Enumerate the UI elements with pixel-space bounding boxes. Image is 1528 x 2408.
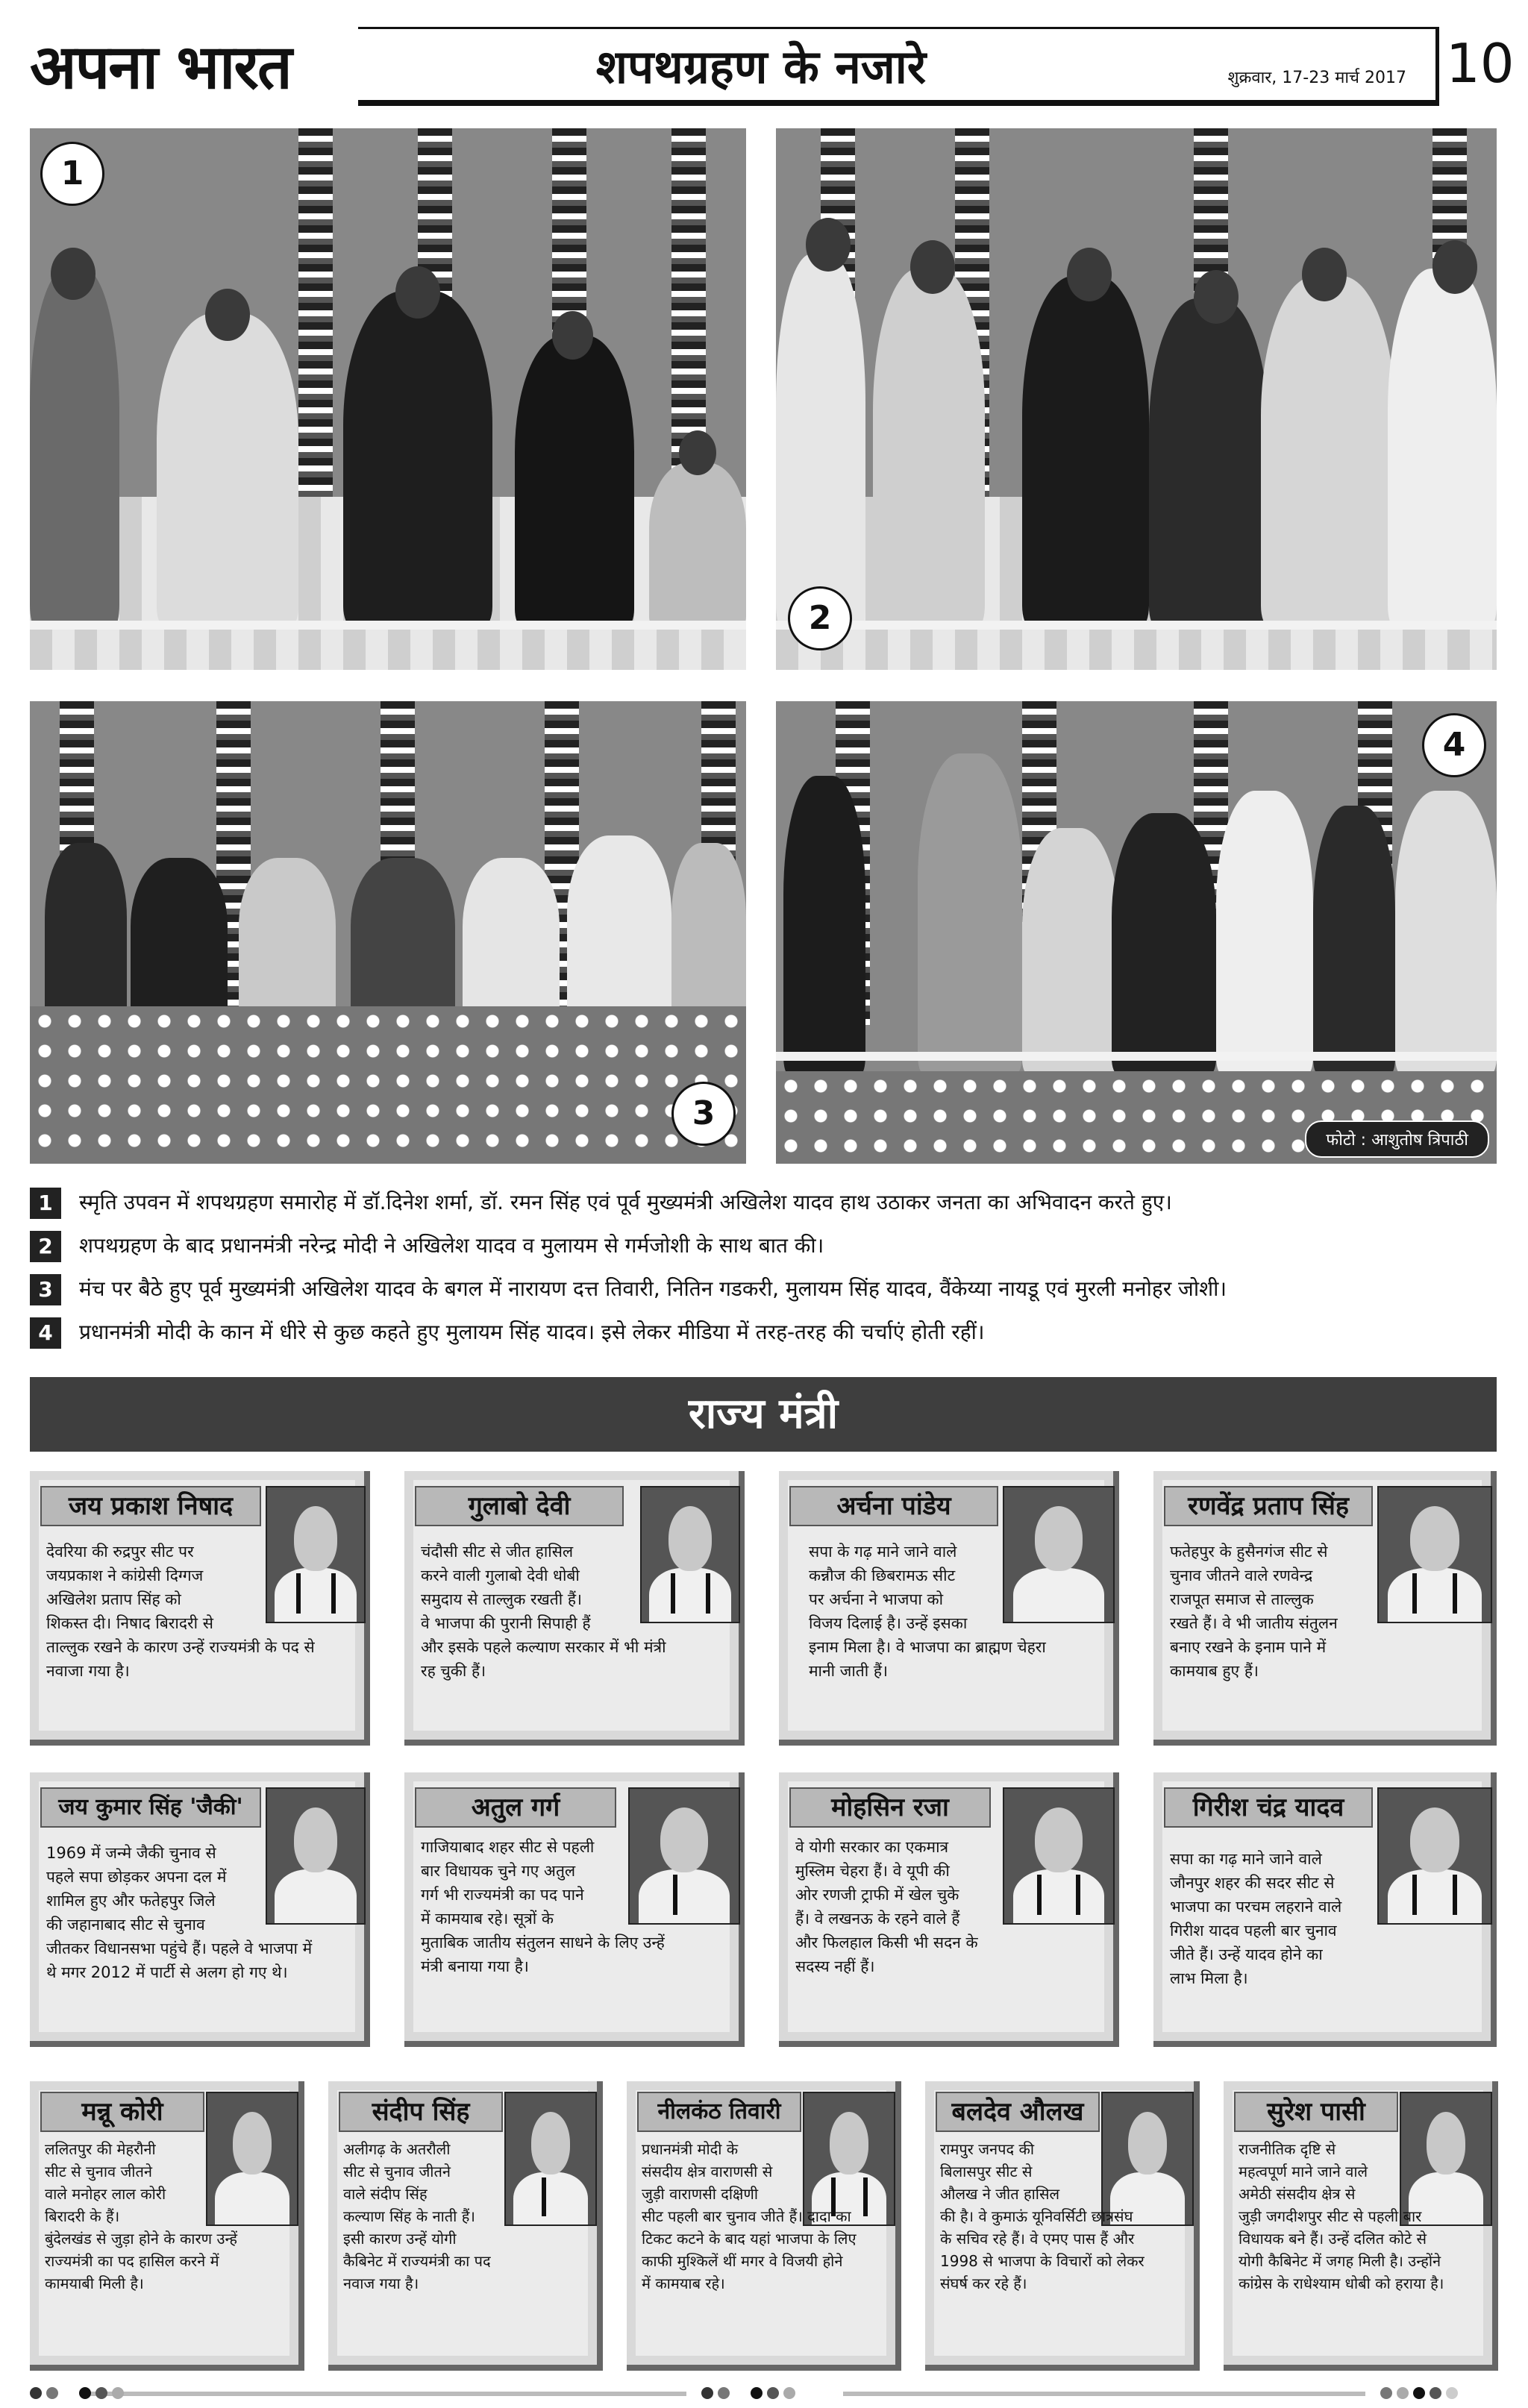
person-figure — [1395, 791, 1497, 1074]
caption-number: 3 — [30, 1274, 61, 1305]
bio-line: काफी मुश्किलें थीं मगर वे विजयी होने — [642, 2252, 843, 2270]
person-head — [51, 248, 96, 300]
flower-decoration — [30, 1006, 746, 1164]
person-figure — [873, 269, 985, 627]
person-figure — [783, 776, 865, 1074]
minister-bio — [795, 1835, 1109, 1978]
bio-line: समुदाय से ताल्लुक रखती हैं। — [421, 1590, 582, 1608]
caption-text: स्मृति उपवन में शपथग्रहण समारोह में डॉ.दिनेश शर्मा, डॉ. रमन सिंह एवं पूर्व मुख्यमंत्री अखिलेश यादव हाथ उठाकर जनता का अभिवादन करते हुए। — [79, 1190, 1172, 1214]
bio-line: हैं। वे लखनऊ के रहने वाले हैं — [795, 1910, 960, 1928]
photo-2 — [776, 128, 1497, 670]
bio-line: जुड़ी वाराणसी दक्षिणी — [642, 2185, 759, 2203]
minister-name: मन्नू कोरी — [40, 2092, 204, 2132]
minister-bio — [421, 1835, 734, 1978]
bio-line: कैबिनेट में राज्यमंत्री का पद — [343, 2252, 491, 2270]
photo-badge: 3 — [671, 1082, 736, 1146]
bio-line: महत्वपूर्ण माने जाने वाले — [1239, 2163, 1368, 2180]
minister-name: नीलकंठ तिवारी — [637, 2092, 801, 2132]
bio-line: प्रधानमंत्री मोदी के — [642, 2140, 739, 2158]
bio-line: 1998 से भाजपा के विचारों को लेकर — [940, 2252, 1145, 2270]
bio-line: चंदौसी सीट से जीत हासिल — [421, 1543, 574, 1561]
bio-line: सीट से चुनाव जीतने — [343, 2163, 451, 2180]
bio-line: सदस्य नहीं हैं। — [795, 1957, 875, 1975]
person-head — [1194, 270, 1239, 324]
person-head — [1302, 248, 1347, 301]
person-figure — [1388, 269, 1497, 627]
person-figure — [131, 858, 228, 1029]
person-head — [806, 218, 851, 272]
bio-line: और फिलहाल किसी भी सदन के — [795, 1934, 978, 1951]
bio-line: रखते हैं। वे भी जातीय संतुलन — [1170, 1614, 1338, 1632]
caption-number: 2 — [30, 1231, 61, 1262]
minister-bio — [1170, 1540, 1483, 1683]
person-head — [679, 430, 716, 475]
minister-card — [30, 1772, 370, 2047]
caption-number: 1 — [30, 1188, 61, 1219]
caption-2 — [30, 1228, 1492, 1264]
bio-line: अलीगढ़ के अतरौली — [343, 2140, 451, 2158]
person-figure — [239, 858, 336, 1029]
bio-line: जौनपुर शहर की सदर सीट से — [1170, 1874, 1335, 1892]
minister-name: जय प्रकाश निषाद — [40, 1486, 261, 1526]
brand-logo: अपना भारत — [30, 31, 291, 103]
person-figure — [918, 753, 1022, 1074]
minister-bio — [1170, 1847, 1483, 1990]
bio-line: कल्याण सिंह के नाती हैं। — [343, 2207, 475, 2225]
person-head — [552, 311, 593, 360]
minister-name: गुलाबो देवी — [415, 1486, 624, 1526]
bio-line: सीट से चुनाव जीतने — [45, 2163, 152, 2180]
caption-text: शपथग्रहण के बाद प्रधानमंत्री नरेन्द्र मोदी ने अखिलेश यादव व मुलायम से गर्मजोशी के साथ बात की। — [79, 1233, 824, 1258]
bio-line: राजनीतिक दृष्टि से — [1239, 2140, 1336, 2158]
person-figure — [1261, 276, 1395, 627]
bio-line: रह चुकी हैं। — [421, 1662, 486, 1680]
photo-badge: 1 — [40, 142, 104, 206]
bio-line: सीट पहली बार चुनाव जीते हैं। दादा का — [642, 2207, 851, 2225]
bio-line: मुस्लिम चेहरा हैं। वे यूपी की — [795, 1862, 950, 1880]
bio-line: कामयाबी मिली है। — [45, 2274, 144, 2292]
minister-bio — [421, 1540, 734, 1683]
bio-line: 1969 में जन्मे जैकी चुनाव से — [46, 1844, 216, 1862]
minister-bio — [809, 1540, 1107, 1683]
minister-name: सुरेश पासी — [1234, 2092, 1398, 2132]
minister-card — [779, 1772, 1119, 2047]
minister-card — [1153, 1772, 1497, 2047]
person-figure — [463, 858, 560, 1029]
bio-line: ओर रणजी ट्राफी में खेल चुके — [795, 1886, 959, 1904]
bio-line: जीते हैं। उन्हें यादव होने का — [1170, 1945, 1323, 1963]
bio-line: लाभ मिला है। — [1170, 1969, 1248, 1987]
person-figure — [1216, 791, 1313, 1074]
bio-line: नवाजा गया है। — [46, 1662, 130, 1680]
minister-card — [1224, 2081, 1498, 2371]
bio-line: पहले सपा छोड़कर अपना दल में — [46, 1868, 227, 1886]
minister-card — [627, 2081, 901, 2371]
bio-line: बुंदेलखंड से जुड़ा होने के कारण उन्हें — [45, 2230, 238, 2248]
photo-credit: फोटो : आशुतोष त्रिपाठी — [1305, 1120, 1489, 1158]
person-figure — [567, 835, 671, 1029]
bio-line: संसदीय क्षेत्र वाराणसी से — [642, 2163, 773, 2180]
footer-rule — [90, 2392, 686, 2396]
bio-line: देवरिया की रुद्रपुर सीट पर — [46, 1543, 194, 1561]
section-title: राज्य मंत्री — [688, 1390, 839, 1438]
bio-line: रामपुर जनपद की — [940, 2140, 1035, 2158]
masthead-bottom-rule — [358, 100, 1436, 106]
minister-bio — [45, 2138, 298, 2295]
minister-bio — [1239, 2138, 1492, 2295]
caption-4 — [30, 1314, 1492, 1350]
caption-3 — [30, 1271, 1492, 1307]
photo-4 — [776, 701, 1497, 1164]
bio-line: और इसके पहले कल्याण सरकार में भी मंत्री — [421, 1638, 666, 1656]
bio-line: वाले संदीप सिंह — [343, 2185, 428, 2203]
minister-card — [925, 2081, 1200, 2371]
bio-line: फतेहपुर के हुसैनगंज सीट से — [1170, 1543, 1328, 1561]
bio-line: बार विधायक चुने गए अतुल — [421, 1862, 576, 1880]
bio-line: में कामयाब रहे। — [642, 2274, 725, 2292]
issue-date: शुक्रवार, 17-23 मार्च 2017 — [1227, 69, 1406, 87]
person-figure — [1112, 813, 1216, 1074]
caption-number: 4 — [30, 1317, 61, 1349]
minister-name: अतुल गर्ग — [415, 1787, 616, 1828]
masthead-divider — [1435, 27, 1439, 106]
bio-line: जयप्रकाश ने कांग्रेसी दिग्गज — [46, 1567, 204, 1584]
bio-line: इसी कारण उन्हें योगी — [343, 2230, 457, 2248]
person-figure — [1313, 806, 1395, 1074]
footer-dots — [1380, 2387, 1462, 2401]
bio-line: मुताबिक जातीय संतुलन साधने के लिए उन्हें — [421, 1934, 665, 1951]
bio-line: पर अर्चना ने भाजपा को — [809, 1590, 944, 1608]
caption-text: मंच पर बैठे हुए पूर्व मुख्यमंत्री अखिलेश यादव के बगल में नारायण दत्त तिवारी, नितिन गडकरी, मुलायम सिंह यादव, वैंकेय्या नायडू एवं मुरली मनोहर जोशी। — [79, 1276, 1227, 1301]
minister-card — [779, 1471, 1119, 1746]
page-headline: शपथग्रहण के नजारे — [595, 40, 927, 94]
minister-card — [328, 2081, 603, 2371]
person-figure — [649, 463, 746, 627]
bio-line: में कामयाब रहे। सूत्रों के — [421, 1910, 554, 1928]
footer-rule — [843, 2392, 1365, 2396]
bio-line: की जहानाबाद सीट से चुनाव — [46, 1916, 205, 1934]
masthead — [30, 27, 1515, 109]
person-figure — [45, 843, 127, 1029]
person-figure — [671, 843, 746, 1029]
person-head — [1067, 248, 1112, 301]
bio-line: वे भाजपा की पुरानी सिपाही हैं — [421, 1614, 591, 1632]
bio-line: सपा का गढ़ माने जाने वाले — [1170, 1850, 1322, 1868]
bio-line: संघर्ष कर रहे हैं। — [940, 2274, 1027, 2292]
bio-line: राज्यमंत्री का पद हासिल करने में — [45, 2252, 219, 2270]
bio-line: विजय दिलाई है। उन्हें इसका — [809, 1614, 968, 1632]
minister-name: संदीप सिंह — [339, 2092, 503, 2132]
bio-line: ताल्लुक रखने के कारण उन्हें राज्यमंत्री के पद से — [46, 1638, 315, 1656]
photo-1 — [30, 128, 746, 670]
minister-card — [30, 2081, 304, 2371]
bio-line: बिरादरी के हैं। — [45, 2207, 120, 2225]
person-figure — [30, 269, 119, 627]
stage-rail — [776, 1052, 1497, 1061]
minister-name: रणवेंद्र प्रताप सिंह — [1164, 1486, 1373, 1526]
bio-line: कामयाब हुए हैं। — [1170, 1662, 1259, 1680]
minister-card — [1153, 1471, 1497, 1746]
person-head — [395, 266, 440, 319]
bio-line: भाजपा का परचम लहराने वाले — [1170, 1898, 1342, 1916]
minister-card — [30, 1471, 370, 1746]
photo-3 — [30, 701, 746, 1164]
bio-line: गिरीश यादव पहली बार चुनाव — [1170, 1922, 1337, 1940]
minister-name: अर्चना पांडेय — [789, 1486, 998, 1526]
bio-line: वाले मनोहर लाल कोरी — [45, 2185, 166, 2203]
caption-1 — [30, 1185, 1492, 1220]
bio-line: चुनाव जीतने वाले रणवेन्द्र — [1170, 1567, 1313, 1584]
person-figure — [351, 858, 455, 1029]
footer-dots — [701, 2387, 800, 2401]
bio-line: कन्नौज की छिबरामऊ सीट — [809, 1567, 956, 1584]
person-figure — [157, 313, 298, 627]
person-head — [1432, 240, 1477, 294]
minister-bio — [940, 2138, 1194, 2295]
bio-line: बिलासपुर सीट से — [940, 2163, 1033, 2180]
minister-name: बलदेव औलख — [936, 2092, 1100, 2132]
bio-line: गाजियाबाद शहर सीट से पहली — [421, 1838, 595, 1856]
minister-bio — [46, 1841, 360, 1984]
minister-card — [404, 1772, 745, 2047]
bio-line: के सचिव रहे हैं। वे एमए पास हैं और — [940, 2230, 1135, 2248]
bio-line: नवाज गया है। — [343, 2274, 419, 2292]
masthead-top-rule — [358, 27, 1436, 29]
bio-line: कांग्रेस के राधेश्याम धोबी को हराया है। — [1239, 2274, 1444, 2292]
bio-line: इनाम मिला है। वे भाजपा का ब्राह्मण चेहरा — [809, 1638, 1046, 1656]
bio-line: मंत्री बनाया गया है। — [421, 1957, 529, 1975]
bio-line: थे मगर 2012 में पार्टी से अलग हो गए थे। — [46, 1963, 288, 1981]
minister-bio — [343, 2138, 597, 2295]
bio-line: राजपूत समाज से ताल्लुक — [1170, 1590, 1314, 1608]
bio-line: टिकट कटने के बाद यहां भाजपा के लिए — [642, 2230, 857, 2248]
bio-line: औलख ने जीत हासिल — [940, 2185, 1060, 2203]
person-figure — [343, 291, 492, 627]
garland — [298, 128, 333, 507]
minister-bio — [642, 2138, 895, 2295]
person-figure — [776, 254, 865, 627]
person-head — [910, 240, 955, 294]
bio-line: अमेठी संसदीय क्षेत्र से — [1239, 2185, 1356, 2203]
minister-name: मोहसिन रजा — [789, 1787, 991, 1828]
bio-line: जुड़ी जगदीशपुर सीट से पहली बार — [1239, 2207, 1422, 2225]
bio-line: सपा के गढ़ माने जाने वाले — [809, 1543, 957, 1561]
person-figure — [1022, 828, 1119, 1074]
minister-bio — [46, 1540, 360, 1683]
photo-badge: 4 — [1422, 713, 1486, 777]
page-number: 10 — [1446, 32, 1515, 95]
bio-line: योगी कैबिनेट में जगह मिली है। उन्होंने — [1239, 2252, 1441, 2270]
bio-line: शामिल हुए और फतेहपुर जिले — [46, 1892, 216, 1910]
bio-line: मानी जाती हैं। — [809, 1662, 888, 1680]
section-banner — [30, 1377, 1497, 1452]
bio-line: वे योगी सरकार का एकमात्र — [795, 1838, 949, 1856]
photo-badge: 2 — [788, 586, 852, 650]
person-figure — [515, 336, 634, 627]
bio-line: गर्ग भी राज्यमंत्री का पद पाने — [421, 1886, 584, 1904]
bio-line: बनाए रखने के इनाम पाने में — [1170, 1638, 1327, 1656]
footer-dots — [30, 2387, 128, 2401]
caption-text: प्रधानमंत्री मोदी के कान में धीरे से कुछ कहते हुए मुलायम सिंह यादव। इसे लेकर मीडिया में तरह-तरह की चर्चाएं होती रहीं। — [79, 1320, 985, 1344]
minister-name: जय कुमार सिंह 'जैकी' — [40, 1787, 261, 1828]
minister-name: गिरीश चंद्र यादव — [1164, 1787, 1373, 1828]
bio-line: अखिलेश प्रताप सिंह को — [46, 1590, 181, 1608]
bio-line: शिकस्त दी। निषाद बिरादरी से — [46, 1614, 213, 1632]
bio-line: विधायक बने हैं। उन्हें दलित कोटे से — [1239, 2230, 1427, 2248]
bio-line: ललितपुर की मेहरौनी — [45, 2140, 156, 2158]
stage-rail — [30, 621, 746, 630]
stage-rail — [776, 621, 1497, 630]
person-figure — [1149, 298, 1268, 627]
person-head — [205, 289, 250, 341]
person-figure — [1022, 276, 1149, 627]
bio-line: करने वाली गुलाबो देवी धोबी — [421, 1567, 580, 1584]
bio-line: जीतकर विधानसभा पहुंचे हैं। पहले वे भाजपा में — [46, 1940, 313, 1957]
minister-card — [404, 1471, 745, 1746]
bio-line: की है। वे कुमाऊं यूनिवर्सिटी छात्रसंघ — [940, 2207, 1133, 2225]
